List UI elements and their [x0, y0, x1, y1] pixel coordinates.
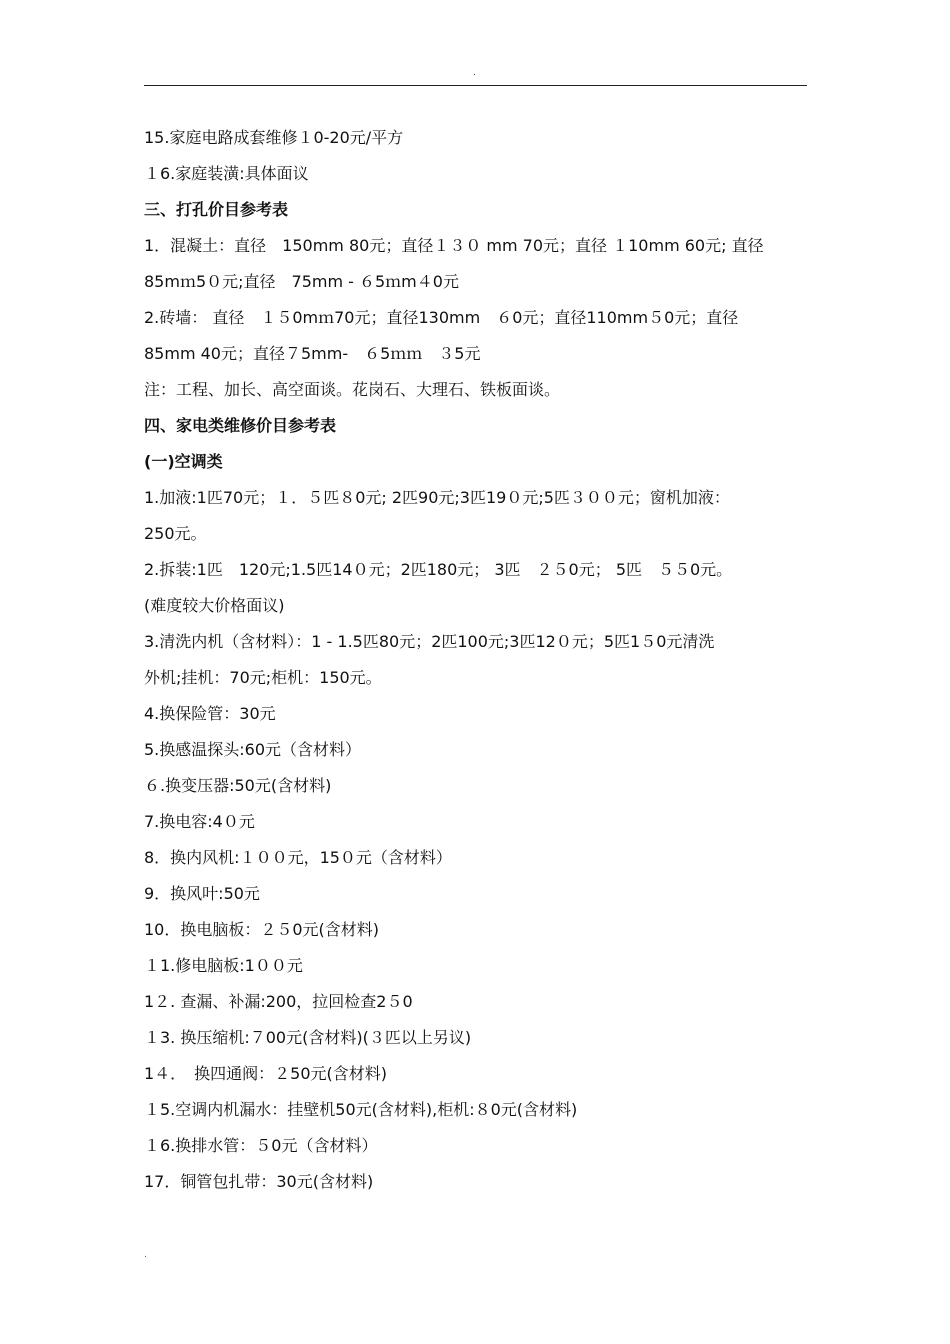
- text-line: 85mｍ5０元;直径 75mm - ６5ｍm４0元: [144, 272, 459, 291]
- text-line: ６.换变压器:50元(含材料): [144, 776, 332, 795]
- text-line: 8．换内风机:１００元，15０元（含材料）: [144, 848, 452, 867]
- text-line: 10．换电脑板：２５0元(含材料): [144, 920, 380, 939]
- text-line: 2.拆装:1匹 120元;1.5匹14０元；2匹180元； 3匹 ２５0元； 5匹 ５５0元。: [144, 560, 733, 579]
- text-line: １6.换排水管：５0元（含材料）: [144, 1136, 378, 1155]
- text-line: 85mm 40元；直径７5mm- ６5ｍｍ ３5元: [144, 344, 481, 363]
- text-line: 9．换风叶:50元: [144, 884, 260, 903]
- text-line: 17．铜管包扎带：30元(含材料): [144, 1172, 374, 1191]
- section-heading: (一)空调类: [144, 452, 223, 471]
- text-line: 5.换感温探头:60元（含材料）: [144, 740, 362, 759]
- section-heading: 三、打孔价目参考表: [144, 200, 289, 219]
- text-line: 注：工程、加长、高空面谈。花岗石、大理石、铁板面谈。: [144, 380, 561, 399]
- text-line: 15.家庭电路成套维修１0-20元/平方: [144, 128, 404, 147]
- text-line: 1.加液:1匹70元；１．５匹８0元; 2匹90元;3匹19０元;5匹３００元；窗机加液：: [144, 488, 730, 507]
- header-mark: .: [473, 68, 476, 78]
- text-line: 7.换电容:4０元: [144, 812, 255, 831]
- text-line: １5.空调内机漏水：挂壁机50元(含材料),柜机:８0元(含材料): [144, 1100, 578, 1119]
- header-rule: [144, 85, 807, 86]
- text-line: 1２. 查漏、补漏:200，拉回检查2５0: [144, 992, 413, 1011]
- text-line: 4.换保险管：30元: [144, 704, 276, 723]
- footer-mark: .: [144, 1250, 147, 1260]
- text-line: 250元。: [144, 524, 207, 543]
- text-line: 2.砖墙： 直径 １５0mｍ70元；直径130mm ６0元；直径110mm５0元；直径: [144, 308, 739, 327]
- text-line: 1４． 换四通阀：２50元(含材料): [144, 1064, 388, 1083]
- text-line: １1.修电脑板:1００元: [144, 956, 303, 975]
- text-line: １3. 换压缩机:７00元(含材料)(３匹以上另议): [144, 1028, 472, 1047]
- text-line: １6.家庭装潢:具体面议: [144, 164, 309, 183]
- text-line: (难度较大价格面议): [144, 596, 285, 615]
- text-line: 外机;挂机：70元;柜机：150元。: [144, 668, 382, 687]
- text-line: 3.清洗内机（含材料）：1 - 1.5匹80元；2匹100元;3匹12０元；5匹1５0元清洗: [144, 632, 715, 651]
- section-heading: 四、家电类维修价目参考表: [144, 416, 337, 435]
- document-body: [144, 120, 809, 1200]
- text-line: 1．混凝土：直径 150mm 80元；直径１３０ mm 70元；直径 １10mm 60元; 直径: [144, 236, 764, 255]
